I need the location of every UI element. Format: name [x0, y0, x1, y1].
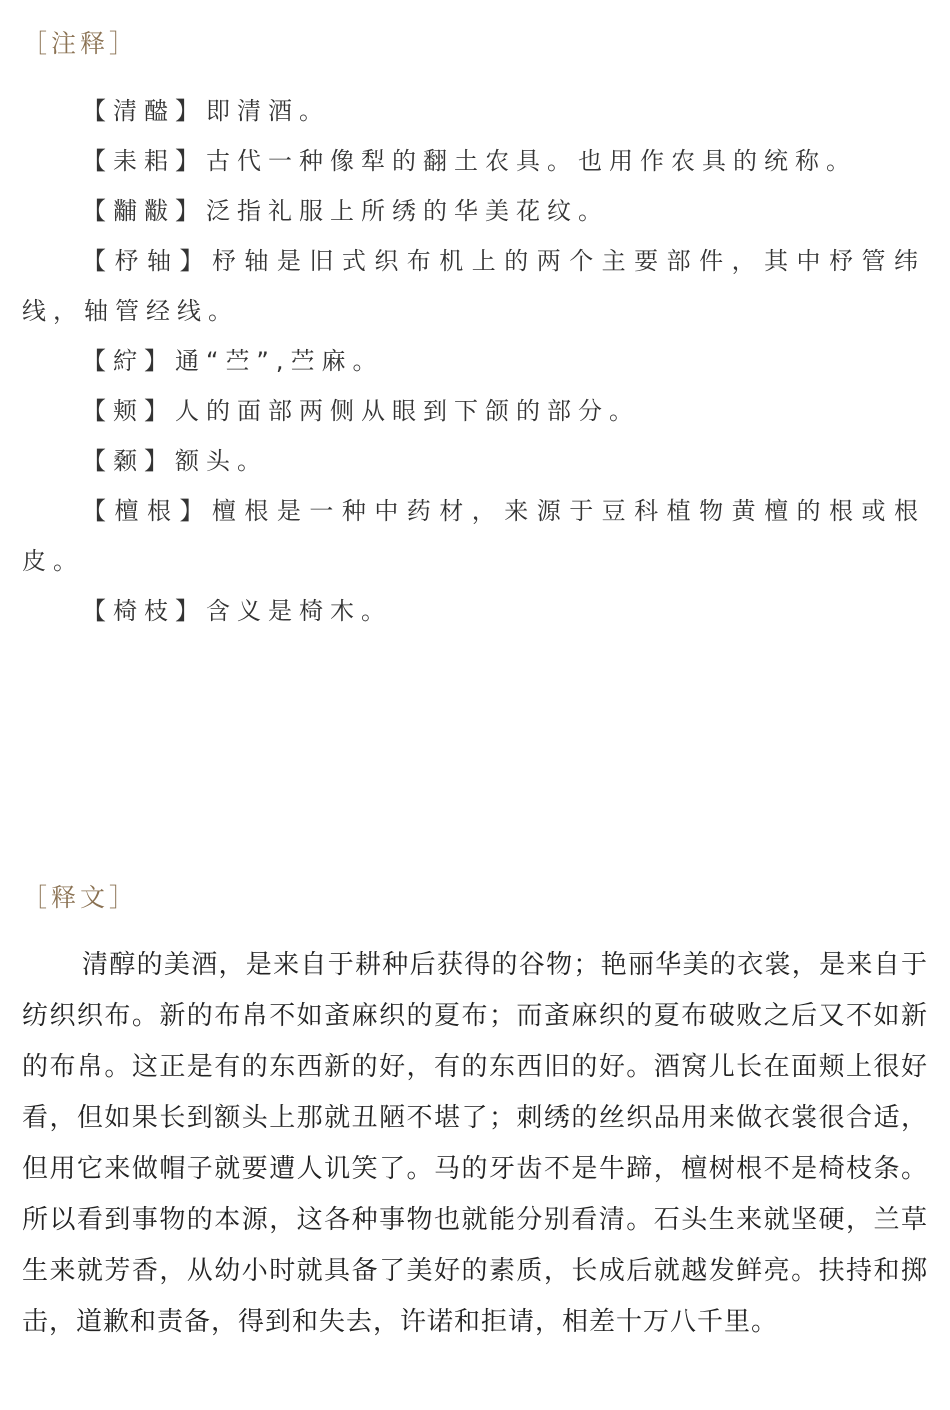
translation-paragraph: 清醇的美酒，是来自于耕种后获得的谷物；艳丽华美的衣裳，是来自于纺织织布。新的布帛不如蚉麻织的夏布；而蚉麻织的夏布破败之后又不如新的布帛。这正是有的东西新的好，有的东西旧的好。酒窝儿长在面颊上很好看，但如果长到额头上那就丑陋不堪了；刺绣的丝织品用来做衣裳很合适，但用它来做帽子就要遭人讥笑了。马的牙齿不是牛蹄，檀树根不是椅枝条。所以看到事物的本源，这各种事物也就能分别看清。石头生来就坚硬，兰草生来就芳香，从幼小时就具备了美好的素质，长成后就越发鲜亮。扶持和掷击，道歉和责备，得到和失去，许诺和拒请，相差十万八千里。 — [22, 950, 928, 1337]
translation-section-heading: ［释文］ — [22, 883, 139, 912]
note-term: 【颡】 — [82, 447, 175, 475]
note-item — [22, 436, 925, 486]
note-item — [22, 186, 925, 236]
note-term: 【黼黻】 — [82, 197, 206, 225]
note-text: 泛指礼服上所绣的华美花纹。 — [206, 197, 609, 225]
note-text: 人的面部两侧从眼到下颌的部分。 — [175, 397, 640, 425]
note-term: 【紵】 — [82, 347, 175, 375]
notes-list — [22, 86, 925, 636]
note-term: 【清醠】 — [82, 97, 206, 125]
note-item — [22, 386, 925, 436]
note-item — [22, 86, 925, 136]
note-text: 含义是椅木。 — [206, 597, 392, 625]
notes-section-heading: ［注释］ — [22, 29, 139, 58]
note-term: 【耒耜】 — [82, 147, 206, 175]
note-text: 杼轴是旧式织布机上的两个主要部件，其中杼管纬线，轴管经线。 — [22, 247, 926, 325]
note-term: 【椅枝】 — [82, 597, 206, 625]
note-text: 额头。 — [175, 447, 268, 475]
note-item — [22, 486, 925, 586]
note-term: 【颊】 — [82, 397, 175, 425]
note-term: 【檀根】 — [82, 497, 212, 525]
note-text: 古代一种像犁的翻土农具。也用作农具的统称。 — [206, 147, 857, 175]
note-item — [22, 236, 925, 336]
note-item — [22, 136, 925, 186]
note-text: 通“苎”,苎麻。 — [175, 347, 384, 375]
note-text: 檀根是一种中药材，来源于豆科植物黄檀的根或根皮。 — [22, 497, 926, 575]
note-item — [22, 586, 925, 636]
note-item — [22, 336, 925, 386]
note-term: 【杼轴】 — [82, 247, 212, 275]
note-text: 即清酒。 — [206, 97, 330, 125]
